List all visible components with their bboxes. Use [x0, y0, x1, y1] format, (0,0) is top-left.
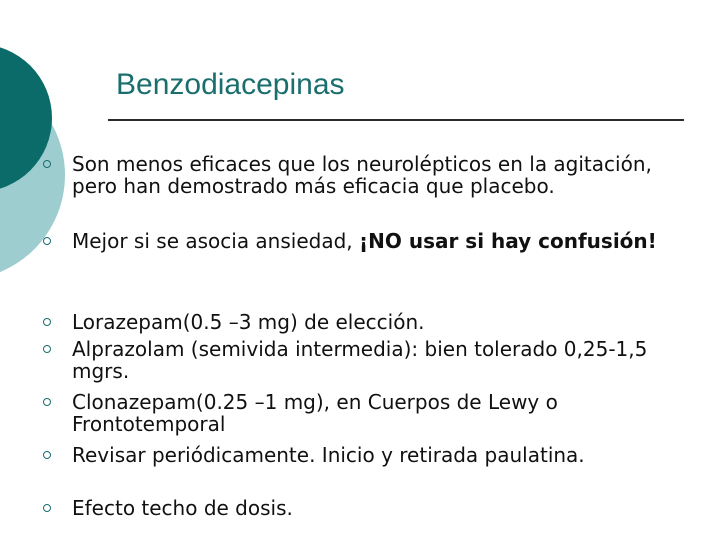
bullet-item — [72, 444, 672, 466]
bullet-item — [72, 230, 672, 252]
bullet-marker-icon — [43, 345, 51, 353]
bullet-item — [72, 391, 672, 435]
bullet-marker-icon — [43, 160, 51, 168]
slide-title: Benzodiacepinas — [116, 68, 345, 101]
bullet-text: Clonazepam(0.25 –1 mg), en Cuerpos de Lewy o Frontotemporal — [72, 390, 558, 436]
bullet-text: Son menos eficaces que los neurolépticos en la agitación, pero han demostrado más eficacia que placebo. — [72, 152, 652, 198]
bullet-text: Revisar periódicamente. Inicio y retirada paulatina. — [72, 443, 585, 467]
bullet-item — [72, 338, 672, 382]
bullet-marker-icon — [43, 504, 51, 512]
bullet-marker-icon — [43, 398, 51, 406]
bullet-text: Efecto techo de dosis. — [72, 496, 293, 520]
bullet-marker-icon — [43, 237, 51, 245]
bullet-marker-icon — [43, 318, 51, 326]
bullet-marker-icon — [43, 451, 51, 459]
bullet-item — [72, 153, 672, 197]
bullet-item — [72, 311, 672, 333]
bullet-text-emphasis: ¡NO usar si hay confusión! — [359, 229, 657, 253]
title-underline — [108, 119, 684, 121]
bullet-item — [72, 497, 672, 519]
bullet-text: Mejor si se asocia ansiedad, — [72, 229, 360, 253]
bullet-text: Lorazepam(0.5 –3 mg) de elección. — [72, 310, 425, 334]
bullet-text: Alprazolam (semivida intermedia): bien tolerado 0,25-1,5 mgrs. — [72, 337, 648, 383]
